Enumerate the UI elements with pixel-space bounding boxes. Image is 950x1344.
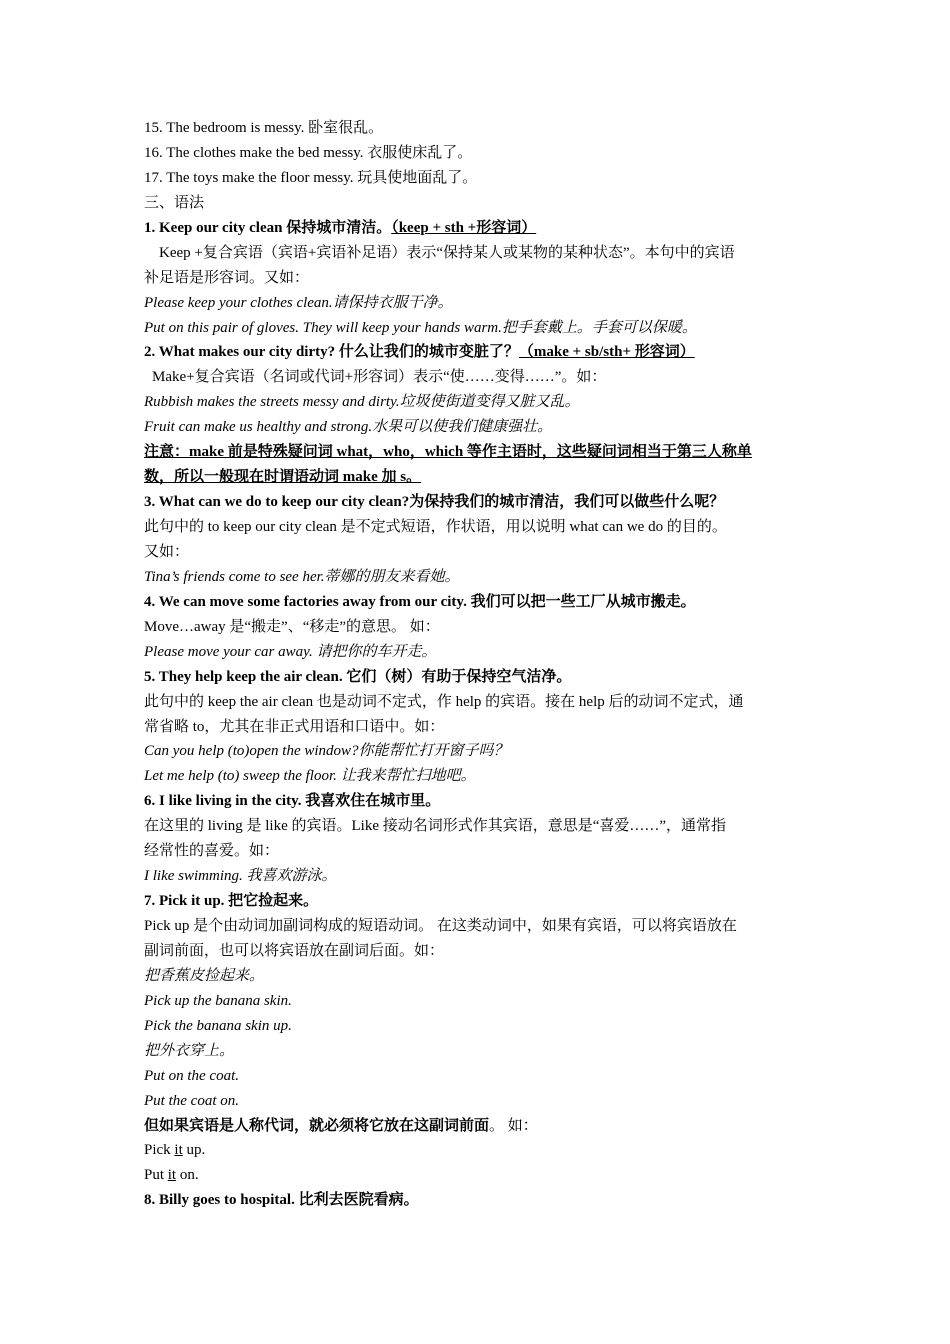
example-sentence: Please move your car away. 请把你的车开走。 [144,643,437,660]
note: 数，所以一般现在时谓语动词 make 加 s。 [144,469,422,486]
example-sentence: Let me help (to) sweep the floor. 让我来帮忙扫地吧。 [144,768,476,785]
grammar-point-4: 4. We can move some factories away from our city. 我们可以把一些工厂从城市搬走。 [144,593,696,610]
example-sentence: 15. The bedroom is messy. 卧室很乱。 [144,120,384,136]
explanation: 常省略 to，尤其在非正式用语和口语中。如： [144,718,445,735]
explanation: 此句中的 to keep our city clean 是不定式短语，作状语，用以说明 what can we do 的目的。 [144,519,727,535]
grammar-point-2: 2. What makes our city dirty? 什么让我们的城市变脏了？（make + sb/sth+ 形容词） [144,344,695,361]
grammar-point-5: 5. They help keep the air clean. 它们（树）有助于保持空气洁净。 [144,668,572,685]
grammar-point-7: 7. Pick it up. 把它捡起来。 [144,893,319,910]
explanation: 副词前面，也可以将宾语放在副词后面。如： [144,942,445,959]
explanation: 在这里的 living 是 like 的宾语。Like 接动名词形式作其宾语，意思是“喜爱……”，通常指 [144,818,727,835]
example-sentence: Rubbish makes the streets messy and dirty.垃圾使街道变得又脏又乱。 [144,394,580,411]
document-body [144,116,812,1213]
example-sentence: Put on this pair of gloves. They will keep your hands warm.把手套戴上。手套可以保暖。 [144,319,697,336]
example-sentence: Put on the coat. [144,1067,239,1084]
explanation: 但如果宾语是人称代词，就必须将它放在这副词前面。 如： [144,1117,538,1134]
explanation: Pick up 是个由动词加副词构成的短语动词。 在这类动词中，如果有宾语，可以将宾语放在 [144,918,737,934]
note: 注意：make 前是特殊疑问词 what，who，which 等作主语时，这些疑问词相当于第三人称单 [144,444,752,461]
example-sentence: Pick up the banana skin. [144,992,292,1009]
example-sentence: 把外衣穿上。 [144,1042,235,1059]
example-sentence: Put the coat on. [144,1092,239,1109]
example-sentence: 17. The toys make the floor messy. 玩具使地面乱了。 [144,169,478,186]
example-sentence: 16. The clothes make the bed messy. 衣服使床乱了。 [144,144,473,161]
explanation: 补足语是形容词。又如： [144,269,310,286]
example-sentence: Put it on. [144,1167,199,1184]
example-sentence: Pick it up. [144,1142,206,1159]
explanation: Keep +复合宾语（宾语+宾语补足语）表示“保持某人或某物的某种状态”。本句中的宾语 [159,244,735,261]
explanation: 此句中的 keep the air clean 也是动词不定式，作 help 的宾语。接在 help 后的动词不定式，通 [144,693,744,710]
grammar-point-3: 3. What can we do to keep our city clean?为保持我们的城市清洁，我们可以做些什么呢？ [144,494,725,511]
example-sentence: Can you help (to)open the window?你能帮忙打开窗子吗？ [144,743,509,760]
grammar-point-6: 6. I like living in the city. 我喜欢住在城市里。 [144,793,441,810]
grammar-point-8: 8. Billy goes to hospital. 比利去医院看病。 [144,1192,419,1209]
explanation: Move…away 是“搬走”、“移走”的意思。 如： [144,618,440,635]
example-sentence: Please keep your clothes clean.请保持衣服干净。 [144,294,453,311]
section-heading: 三、语法 [144,194,205,211]
example-sentence: I like swimming. 我喜欢游泳。 [144,868,337,885]
grammar-point-1: 1. Keep our city clean 保持城市清洁。（keep + sth +形容词） [144,219,537,236]
explanation: 又如： [144,543,190,560]
example-sentence: 把香蕉皮捡起来。 [144,967,265,984]
example-sentence: Tina’s friends come to see her.蒂娜的朋友来看她。 [144,568,460,585]
example-sentence: Pick the banana skin up. [144,1017,292,1034]
example-sentence: Fruit can make us healthy and strong.水果可以使我们健康强壮。 [144,419,553,436]
explanation: Make+复合宾语（名词或代词+形容词）表示“使……变得……”。如： [152,369,607,386]
explanation: 经常性的喜爱。如： [144,843,280,860]
